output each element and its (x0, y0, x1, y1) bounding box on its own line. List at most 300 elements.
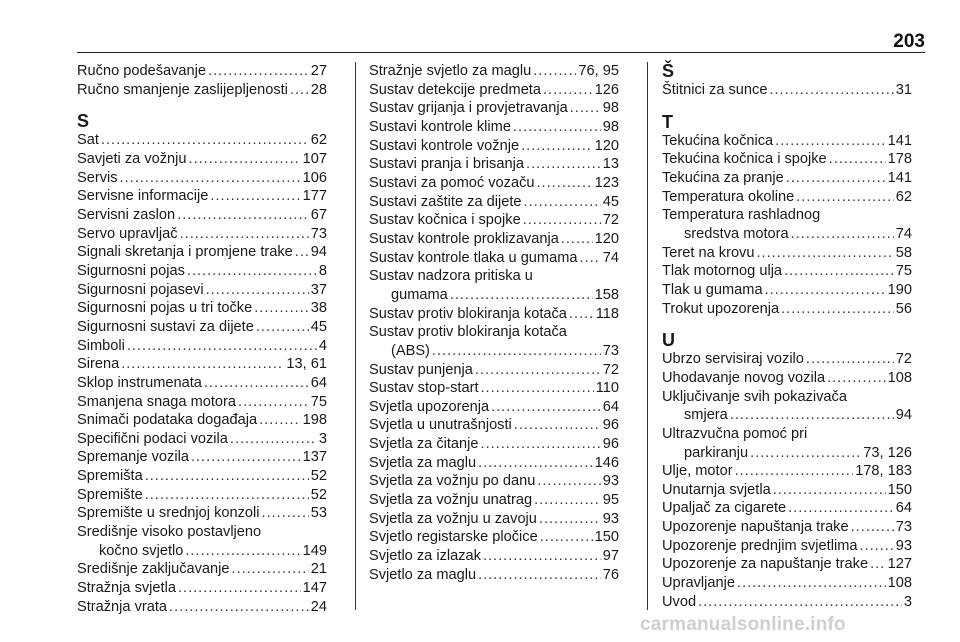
entry-page-ref: 149 (302, 542, 327, 559)
dot-leader (169, 598, 309, 617)
entry-label: Ručno smanjenje zaslijepljenosti (77, 81, 288, 98)
index-entry (369, 137, 619, 156)
dot-leader (191, 448, 301, 467)
index-entry (369, 249, 619, 268)
index-entry (662, 593, 912, 612)
entry-page-ref: 123 (594, 174, 619, 191)
entry-page-ref: 13, 61 (286, 356, 327, 373)
entry-label: Sirena (77, 356, 120, 373)
dot-leader (536, 174, 592, 193)
entry-page-ref: 96 (602, 436, 619, 453)
index-entry (369, 99, 619, 118)
index-column-1 (77, 62, 327, 616)
index-subentry (369, 286, 619, 305)
entry-label: Tlak motornog ulja (662, 263, 783, 280)
entry-page-ref: 52 (310, 486, 327, 503)
index-entry (369, 211, 619, 230)
index-entry (369, 491, 619, 510)
dot-leader (534, 491, 601, 510)
entry-label: gumama (391, 286, 448, 303)
entry-label: Svjetla za vožnju unatrag (369, 492, 533, 509)
entry-page-ref: 137 (302, 449, 327, 466)
index-entry (662, 369, 912, 388)
entry-label: Sustav kočnica i spojke (369, 212, 521, 229)
entry-label: Stražnja svjetla (77, 580, 176, 597)
index-letter-heading: S (77, 111, 90, 132)
entry-label: Servisni zaslon (77, 206, 176, 223)
index-entry (77, 150, 327, 169)
entry-page-ref: 45 (602, 193, 619, 210)
dot-leader (230, 430, 317, 449)
index-entry-heading: Sustav protiv blokiranja kotača (369, 324, 567, 341)
dot-leader (180, 225, 309, 244)
index-entry (77, 448, 327, 467)
dot-leader (290, 81, 309, 100)
dot-leader (765, 281, 886, 300)
entry-page-ref: 178 (887, 151, 912, 168)
index-entry-heading: Uključivanje svih pokazivača (662, 388, 847, 405)
dot-leader (540, 528, 593, 547)
entry-label: Sustavi zaštite za dijete (369, 193, 522, 210)
entry-page-ref: 178, 183 (855, 463, 912, 480)
dot-leader (295, 243, 309, 262)
entry-label: Teret na krovu (662, 244, 755, 261)
entry-page-ref: 73 (895, 519, 912, 536)
entry-page-ref: 38 (310, 300, 327, 317)
dot-leader (513, 118, 601, 137)
entry-label: Sklop instrumenata (77, 374, 202, 391)
index-entry (77, 81, 327, 100)
entry-page-ref: 76, 95 (578, 63, 619, 79)
dot-leader (483, 547, 601, 566)
entry-page-ref: 73 (310, 225, 327, 242)
entry-label: Svjetlo za maglu (369, 566, 477, 583)
index-entry-heading: Središnje visoko postavljeno (77, 524, 262, 541)
entry-label: Signali skretanja i promjene trake (77, 244, 293, 261)
entry-page-ref: 141 (887, 132, 912, 149)
index-entry (77, 243, 327, 262)
index-entry (77, 62, 327, 81)
dot-leader (579, 249, 600, 268)
dot-leader (521, 137, 593, 156)
entry-label: Sustav kontrole proklizavanja (369, 230, 559, 247)
index-entry (369, 361, 619, 380)
index-entry (662, 574, 912, 593)
index-entry (77, 318, 327, 337)
index-entry (369, 472, 619, 491)
dot-leader (206, 281, 309, 300)
dot-leader (773, 481, 886, 500)
entry-page-ref: 31 (895, 82, 912, 98)
index-entry (77, 281, 327, 300)
dot-leader (145, 467, 309, 486)
entry-page-ref: 45 (310, 318, 327, 335)
entry-page-ref: 73 (602, 342, 619, 359)
entry-page-ref: 95 (602, 492, 619, 509)
entry-label: Specifični podaci vozila (77, 430, 228, 447)
dot-leader (481, 379, 594, 398)
index-entry (77, 560, 327, 579)
dot-leader (101, 131, 309, 150)
entry-page-ref: 93 (895, 537, 912, 554)
index-subentry (662, 406, 912, 425)
index-letter-heading: U (662, 330, 675, 351)
dot-leader (210, 187, 300, 206)
index-entry (77, 131, 327, 150)
index-entry (77, 598, 327, 617)
entry-label: Svjetla u unutrašnjosti (369, 417, 512, 434)
entry-page-ref: 94 (895, 407, 912, 424)
index-entry (662, 169, 912, 188)
entry-label: Središnje zaključavanje (77, 561, 230, 578)
dot-leader (491, 398, 601, 417)
index-column-2 (369, 62, 619, 584)
entry-page-ref: 108 (887, 369, 912, 386)
entry-label: Servo upravljač (77, 225, 178, 242)
dot-leader (127, 337, 317, 356)
index-entry (369, 118, 619, 137)
index-entry (662, 350, 912, 369)
index-entry (369, 398, 619, 417)
entry-page-ref: 98 (602, 118, 619, 135)
dot-leader (238, 393, 309, 412)
entry-label: Sustavi kontrole vožnje (369, 137, 520, 154)
entry-label: Spremište u srednjoj konzoli (77, 505, 260, 522)
entry-page-ref: 73, 126 (863, 444, 912, 461)
entry-label: Svjetla upozorenja (369, 398, 490, 415)
index-entry (662, 81, 912, 100)
entry-label: Sustav punjenja (369, 361, 473, 378)
dot-leader (256, 318, 309, 337)
index-entry (369, 193, 619, 212)
entry-page-ref: 120 (594, 137, 619, 154)
entry-label: Savjeti za vožnju (77, 150, 187, 167)
index-entry (77, 430, 327, 449)
dot-leader (523, 211, 601, 230)
dot-leader (796, 188, 894, 207)
entry-page-ref: 3 (318, 430, 327, 447)
dot-leader (187, 262, 317, 281)
entry-label: Upozorenje napuštanja trake (662, 519, 849, 536)
entry-label: Tekućina kočnica i spojke (662, 151, 827, 168)
entry-label: Uvod (662, 593, 697, 610)
index-subentry (77, 542, 327, 561)
entry-page-ref: 76 (602, 566, 619, 583)
column-divider (647, 62, 648, 610)
entry-page-ref: 13 (602, 156, 619, 173)
entry-page-ref: 126 (594, 81, 619, 98)
index-entry (369, 566, 619, 585)
index-entry (369, 454, 619, 473)
entry-label: Unutarnja svjetla (662, 481, 771, 498)
entry-page-ref: 72 (895, 351, 912, 368)
dot-leader (784, 262, 894, 281)
index-entry (77, 579, 327, 598)
dot-leader (561, 230, 593, 249)
entry-label: Tlak u gumama (662, 281, 763, 298)
index-entry (77, 225, 327, 244)
entry-label: Spremišta (77, 468, 143, 485)
entry-label: Štitnici za sunce (662, 82, 768, 98)
index-entry (369, 435, 619, 454)
entry-page-ref: 98 (602, 100, 619, 117)
entry-page-ref: 28 (310, 81, 327, 98)
entry-label: Tekućina za pranje (662, 169, 784, 186)
index-entry (662, 537, 912, 556)
index-entry (77, 374, 327, 393)
dot-leader (539, 510, 601, 529)
page-number: 203 (893, 31, 925, 52)
index-entry (369, 81, 619, 100)
entry-label: Sustavi kontrole klime (369, 118, 511, 135)
entry-page-ref: 64 (895, 500, 912, 517)
dot-leader (537, 472, 600, 491)
entry-label: Sustav grijanja i provjetravanja (369, 100, 568, 117)
entry-label: Svjetla za vožnju u zavoju (369, 510, 537, 527)
dot-leader (145, 486, 309, 505)
entry-page-ref: 110 (595, 380, 619, 397)
dot-leader (524, 193, 601, 212)
entry-label: Upaljač za cigarete (662, 500, 787, 517)
entry-page-ref: 21 (310, 561, 327, 578)
entry-label: Servis (77, 169, 118, 186)
entry-page-ref: 107 (302, 150, 327, 167)
entry-label: Sustav protiv blokiranja kotača (369, 305, 567, 322)
entry-page-ref: 62 (310, 132, 327, 149)
index-subentry (662, 444, 912, 463)
entry-label: Svjetlo registarske pločice (369, 529, 538, 546)
entry-page-ref: 52 (310, 468, 327, 485)
index-entry (662, 150, 912, 169)
dot-leader (178, 579, 301, 598)
entry-page-ref: 3 (903, 593, 912, 610)
entry-page-ref: 56 (895, 300, 912, 317)
entry-label: Sustav kontrole tlaka u gumama (369, 249, 578, 266)
dot-leader (735, 462, 854, 481)
index-entry (77, 337, 327, 356)
index-entry (77, 299, 327, 318)
entry-page-ref: 24 (310, 598, 327, 615)
entry-label: Trokut upozorenja (662, 300, 780, 317)
entry-label: Spremište (77, 486, 143, 503)
entry-label: Svjetlo za izlazak (369, 548, 481, 565)
entry-label: smjera (684, 407, 728, 424)
entry-page-ref: 96 (602, 417, 619, 434)
index-entry (77, 467, 327, 486)
index-entry-heading: Temperatura rashladnog (662, 207, 821, 224)
entry-page-ref: 93 (602, 510, 619, 527)
entry-label: sredstva motora (684, 225, 789, 242)
entry-label: Sigurnosni pojasevi (77, 281, 204, 298)
entry-page-ref: 97 (602, 548, 619, 565)
entry-label: kočno svjetlo (99, 542, 184, 559)
dot-leader (232, 560, 309, 579)
dot-leader (698, 593, 902, 612)
dot-leader (481, 435, 601, 454)
dot-leader (769, 81, 893, 100)
header-rule (77, 52, 925, 53)
dot-leader (806, 350, 894, 369)
index-entry (662, 262, 912, 281)
dot-leader (851, 518, 894, 537)
index-entry (369, 305, 619, 324)
entry-page-ref: 93 (602, 473, 619, 490)
entry-page-ref: 150 (887, 481, 912, 498)
entry-page-ref: 177 (302, 188, 327, 205)
entry-label: Upozorenje prednjim svjetlima (662, 537, 858, 554)
dot-leader (120, 169, 301, 188)
dot-leader (478, 454, 593, 473)
entry-label: Uhodavanje novog vozila (662, 369, 826, 386)
entry-label: Sigurnosni pojas (77, 262, 185, 279)
entry-page-ref: 27 (310, 63, 327, 79)
dot-leader (121, 355, 284, 374)
entry-page-ref: 118 (595, 305, 619, 322)
entry-page-ref: 37 (310, 281, 327, 298)
entry-page-ref: 158 (594, 286, 619, 303)
dot-leader (788, 499, 894, 518)
index-entry (662, 300, 912, 319)
dot-leader (450, 286, 593, 305)
dot-leader (569, 305, 594, 324)
entry-page-ref: 108 (887, 575, 912, 592)
dot-leader (870, 555, 886, 574)
entry-page-ref: 64 (602, 398, 619, 415)
index-entry (77, 262, 327, 281)
dot-leader (737, 574, 886, 593)
entry-page-ref: 190 (887, 281, 912, 298)
entry-page-ref: 198 (302, 412, 327, 429)
dot-leader (189, 150, 301, 169)
entry-label: Svjetla za vožnju po danu (369, 473, 536, 490)
entry-label: Snimači podataka događaja (77, 412, 258, 429)
entry-page-ref: 141 (887, 169, 912, 186)
dot-leader (570, 99, 601, 118)
dot-leader (791, 225, 894, 244)
entry-label: Ručno podešavanje (77, 63, 207, 79)
index-entry (369, 174, 619, 193)
dot-leader (750, 444, 861, 463)
entry-label: Svjetla za čitanje (369, 436, 479, 453)
index-entry (369, 547, 619, 566)
entry-page-ref: 64 (310, 374, 327, 391)
dot-leader (514, 416, 601, 435)
entry-label: Sustavi za pomoć vozaču (369, 174, 535, 191)
index-entry (662, 281, 912, 300)
dot-leader (827, 369, 886, 388)
index-entry (369, 379, 619, 398)
entry-page-ref: 147 (302, 580, 327, 597)
entry-page-ref: 146 (594, 454, 619, 471)
entry-page-ref: 75 (895, 263, 912, 280)
entry-page-ref: 4 (318, 337, 327, 354)
index-entry (662, 481, 912, 500)
index-entry (369, 230, 619, 249)
entry-label: Simboli (77, 337, 125, 354)
index-column-3 (662, 62, 912, 611)
entry-label: Temperatura okoline (662, 188, 795, 205)
entry-label: Upozorenje za napuštanje trake (662, 556, 869, 573)
dot-leader (526, 155, 601, 174)
index-entry (369, 510, 619, 529)
index-entry (662, 499, 912, 518)
dot-leader (204, 374, 309, 393)
entry-page-ref: 58 (895, 244, 912, 261)
dot-leader (859, 537, 893, 556)
dot-leader (775, 132, 886, 151)
index-entry (662, 518, 912, 537)
entry-page-ref: 72 (602, 361, 619, 378)
dot-leader (432, 342, 601, 361)
entry-label: Ulje, motor (662, 463, 733, 480)
dot-leader (543, 81, 593, 100)
dot-leader (756, 244, 893, 263)
dot-leader (478, 566, 601, 585)
entry-label: Servisne informacije (77, 188, 209, 205)
index-entry (77, 355, 327, 374)
entry-page-ref: 106 (302, 169, 327, 186)
index-letter-heading: Š (662, 61, 675, 81)
entry-page-ref: 127 (887, 556, 912, 573)
dot-leader (533, 62, 576, 81)
index-entry (77, 486, 327, 505)
entry-label: Stražnja vrata (77, 598, 168, 615)
entry-label: parkiranju (684, 444, 749, 461)
dot-leader (475, 361, 601, 380)
dot-leader (259, 411, 301, 430)
dot-leader (208, 62, 309, 81)
index-entry (662, 462, 912, 481)
index-entry (77, 393, 327, 412)
index-subentry (369, 342, 619, 361)
index-entry (369, 528, 619, 547)
entry-label: Sustavi pranja i brisanja (369, 156, 524, 173)
dot-leader (254, 299, 309, 318)
entry-page-ref: 67 (310, 206, 327, 223)
index-entry (77, 169, 327, 188)
index-entry (662, 555, 912, 574)
index-entry (77, 206, 327, 225)
entry-page-ref: 150 (594, 529, 619, 546)
entry-page-ref: 72 (602, 212, 619, 229)
column-divider (355, 62, 356, 610)
index-entry (662, 188, 912, 207)
entry-page-ref: 62 (895, 188, 912, 205)
entry-label: Sat (77, 132, 99, 149)
dot-leader (177, 206, 309, 225)
index-entry (77, 411, 327, 430)
entry-page-ref: 94 (310, 244, 327, 261)
entry-label: Spremanje vozila (77, 449, 189, 466)
entry-label: Svjetla za maglu (369, 454, 477, 471)
entry-page-ref: 53 (310, 505, 327, 522)
index-entry (77, 504, 327, 523)
entry-page-ref: 74 (895, 225, 912, 242)
entry-page-ref: 8 (318, 262, 327, 279)
entry-label: Tekućina kočnica (662, 132, 774, 149)
dot-leader (730, 406, 894, 425)
index-letter-heading: T (662, 111, 673, 132)
entry-label: Sigurnosni sustavi za dijete (77, 318, 254, 335)
entry-page-ref: 75 (310, 393, 327, 410)
entry-label: Stražnje svjetlo za maglu (369, 63, 532, 79)
watermark: carmanualsonline.info (640, 614, 846, 635)
entry-label: Upravljanje (662, 575, 736, 592)
dot-leader (185, 542, 300, 561)
index-subentry (662, 225, 912, 244)
index-entry (662, 244, 912, 263)
dot-leader (829, 150, 886, 169)
